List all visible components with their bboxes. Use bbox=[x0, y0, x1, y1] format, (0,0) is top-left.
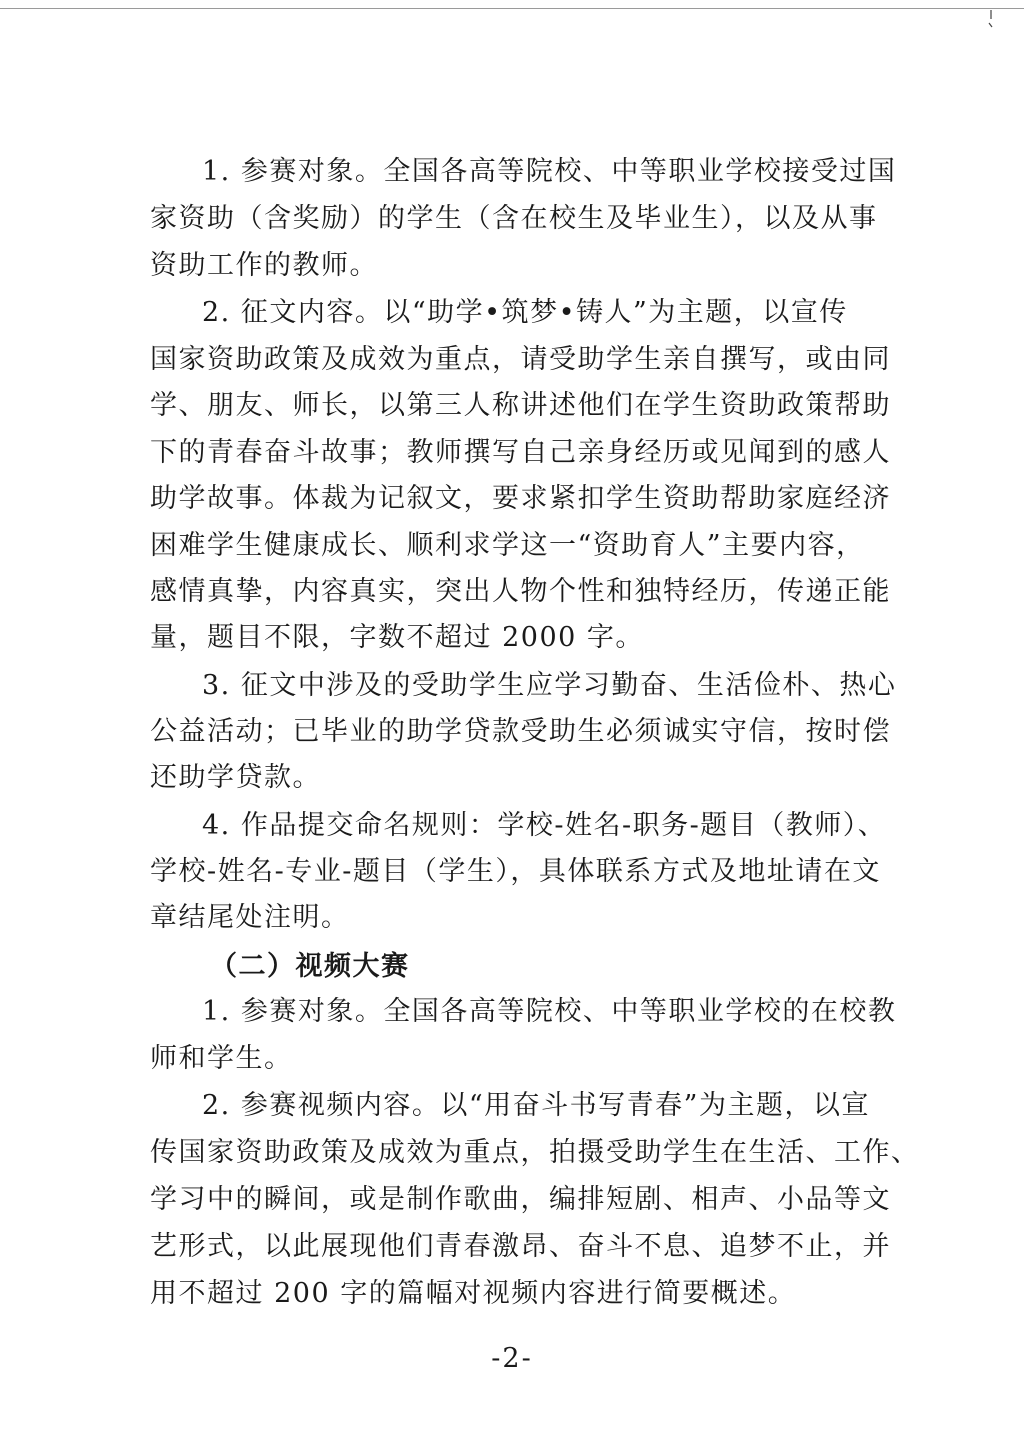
paragraph-line: 国家资助政策及成效为重点，请受助学生亲自撰写，或由同 bbox=[150, 344, 891, 375]
paragraph-line: 传国家资助政策及成效为重点，拍摄受助学生在生活、工作、 bbox=[150, 1137, 920, 1168]
paragraph-line: 学、朋友、师长，以第三人称讲述他们在学生资助政策帮助 bbox=[150, 390, 891, 421]
paragraph-line: 章结尾处注明。 bbox=[150, 902, 350, 933]
scan-mark-icon bbox=[988, 10, 994, 28]
top-border-rule bbox=[0, 8, 1024, 9]
paragraph-line: 学校-姓名-专业-题目（学生），具体联系方式及地址请在文 bbox=[150, 856, 881, 887]
page-number: -2- bbox=[491, 1343, 533, 1374]
paragraph-line: 1. 参赛对象。全国各高等院校、中等职业学校的在校教 bbox=[202, 996, 897, 1027]
paragraph-line: 艺形式，以此展现他们青春激昂、奋斗不息、追梦不止，并 bbox=[150, 1231, 891, 1262]
paragraph-line: 资助工作的教师。 bbox=[150, 250, 378, 281]
paragraph-line: 下的青春奋斗故事；教师撰写自己亲身经历或见闻到的感人 bbox=[150, 437, 891, 468]
paragraph-line: 助学故事。体裁为记叙文，要求紧扣学生资助帮助家庭经济 bbox=[150, 483, 891, 514]
paragraph-line: 家资助（含奖励）的学生（含在校生及毕业生），以及从事 bbox=[150, 203, 878, 234]
paragraph-line: 1. 参赛对象。全国各高等院校、中等职业学校接受过国 bbox=[202, 156, 897, 187]
section-heading: （二）视频大赛 bbox=[210, 951, 410, 982]
paragraph-line: 还助学贷款。 bbox=[150, 762, 321, 793]
paragraph-line: 4. 作品提交命名规则：学校-姓名-职务-题目（教师）、 bbox=[202, 810, 887, 841]
paragraph-line: 3. 征文中涉及的受助学生应学习勤奋、生活俭朴、热心 bbox=[202, 670, 897, 701]
paragraph-line: 用不超过 200 字的篇幅对视频内容进行简要概述。 bbox=[150, 1278, 797, 1309]
paragraph-line: 困难学生健康成长、顺利求学这一“资助育人”主要内容， bbox=[150, 530, 865, 561]
paragraph-line: 量，题目不限，字数不超过 2000 字。 bbox=[150, 622, 644, 653]
paragraph-line: 公益活动；已毕业的助学贷款受助生必须诚实守信，按时偿 bbox=[150, 716, 891, 747]
paragraph-line: 师和学生。 bbox=[150, 1043, 293, 1074]
paragraph-line: 2. 征文内容。以“助学•筑梦•铸人”为主题，以宣传 bbox=[202, 297, 848, 328]
paragraph-line: 感情真挚，内容真实，突出人物个性和独特经历，传递正能 bbox=[150, 576, 891, 607]
paragraph-line: 学习中的瞬间，或是制作歌曲，编排短剧、相声、小品等文 bbox=[150, 1184, 891, 1215]
paragraph-line: 2. 参赛视频内容。以“用奋斗书写青春”为主题，以宣 bbox=[202, 1090, 870, 1121]
